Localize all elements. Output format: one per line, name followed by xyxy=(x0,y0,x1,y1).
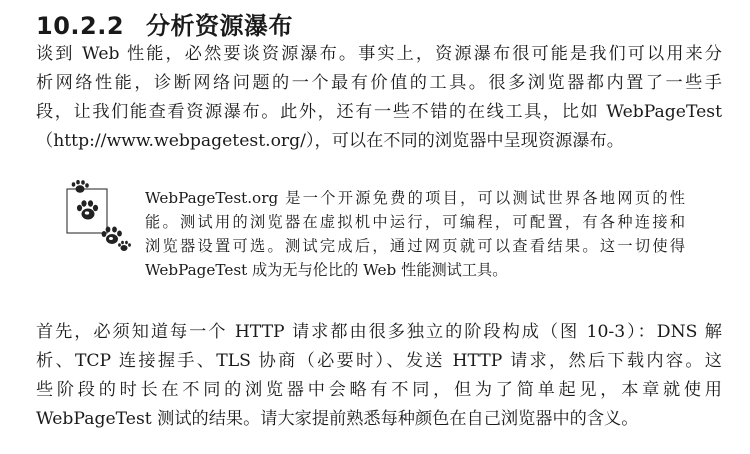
tip-note xyxy=(145,186,685,282)
paragraph-line: 些阶段的时长在不同的浏览器中会略有不同，但为了简单起见，本章就使用 xyxy=(36,380,722,400)
note-line: WebPageTest 成为无与伦比的 Web 性能测试工具。 xyxy=(145,261,508,279)
note-line: 浏览器设置可选。测试完成后，通过网页就可以查看结果。这一切使得 xyxy=(145,237,685,255)
section-title: 分析资源瀑布 xyxy=(146,12,294,40)
note-line: WebPageTest.org 是一个开源免费的项目，可以测试世界各地网页的性 xyxy=(145,189,685,207)
paragraph-line: 析、TCP 连接握手、TLS 协商（必要时）、发送 HTTP 请求，然后下载内容。这 xyxy=(36,351,722,371)
paragraph-line: 首先，必须知道每一个 HTTP 请求都由很多独立的阶段构成（图 10-3）：DNS 解 xyxy=(36,322,722,342)
paragraph-line: 段，让我们能查看资源瀑布。此外，还有一些不错的在线工具，比如 WebPageTest xyxy=(36,102,722,122)
paragraph-line: （http://www.webpagetest.org/），可以在不同的浏览器中呈现资源瀑布。 xyxy=(36,131,624,151)
body-paragraph xyxy=(36,318,722,434)
intro-paragraph xyxy=(36,40,722,156)
section-heading xyxy=(36,6,293,41)
paw-prints-tip-icon xyxy=(60,180,136,254)
paragraph-line: WebPageTest 测试的结果。请大家提前熟悉每种颜色在自己浏览器中的含义。 xyxy=(36,409,639,429)
paragraph-line: 谈到 Web 性能，必然要谈资源瀑布。事实上，资源瀑布很可能是我们可以用来分 xyxy=(36,44,722,64)
note-line: 能。测试用的浏览器在虚拟机中运行，可编程，可配置，有各种连接和 xyxy=(145,213,685,231)
paragraph-line: 析网络性能，诊断网络问题的一个最有价值的工具。很多浏览器都内置了一些手 xyxy=(36,73,722,93)
section-number: 10.2.2 xyxy=(36,12,125,40)
